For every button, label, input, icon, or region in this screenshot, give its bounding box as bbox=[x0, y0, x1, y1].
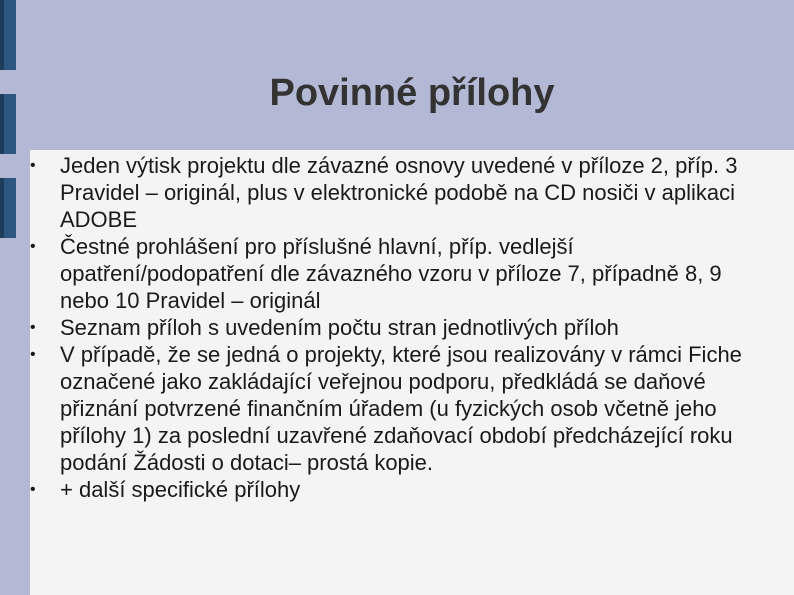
bullet-icon: • bbox=[30, 157, 36, 174]
title-area bbox=[30, 0, 794, 150]
bullet-item bbox=[30, 314, 770, 341]
bullet-icon: • bbox=[30, 319, 36, 336]
bullet-text: + další specifické přílohy bbox=[60, 477, 301, 502]
decorative-bar bbox=[0, 178, 16, 238]
bullet-text: Jeden výtisk projektu dle závazné osnovy uvedené v příloze 2, příp. 3 Pravidel – originál, plus v elektronické podobě na CD nosiči v aplikaci ADOBE bbox=[60, 153, 738, 232]
bullet-item bbox=[30, 152, 770, 233]
slide-title: Povinné přílohy bbox=[269, 72, 555, 114]
bullet-list bbox=[30, 152, 770, 503]
bullet-text: V případě, že se jedná o projekty, které jsou realizovány v rámci Fiche označené jako zakládající veřejnou podporu, předkládá se daňové přiznání potvrzené finančním úřadem (u fyzických osob včetně jeho přílohy 1) za poslední uzavřené zdaňovací období předcházející roku podání Žádosti o dotaci– prostá kopie. bbox=[60, 342, 742, 475]
bullet-item bbox=[30, 233, 770, 314]
bullet-icon: • bbox=[30, 238, 36, 255]
bullet-item bbox=[30, 476, 770, 503]
bullet-icon: • bbox=[30, 481, 36, 498]
bullet-text: Čestné prohlášení pro příslušné hlavní, příp. vedlejší opatření/podopatření dle závazného vzoru v příloze 7, případně 8, 9 nebo 10 Pravidel – originál bbox=[60, 234, 722, 313]
decorative-bar bbox=[0, 0, 16, 70]
content-area bbox=[30, 150, 794, 595]
bullet-item bbox=[30, 341, 770, 476]
bullet-icon: • bbox=[30, 346, 36, 363]
bullet-text: Seznam příloh s uvedením počtu stran jednotlivých příloh bbox=[60, 315, 619, 340]
decorative-bar bbox=[0, 94, 16, 154]
